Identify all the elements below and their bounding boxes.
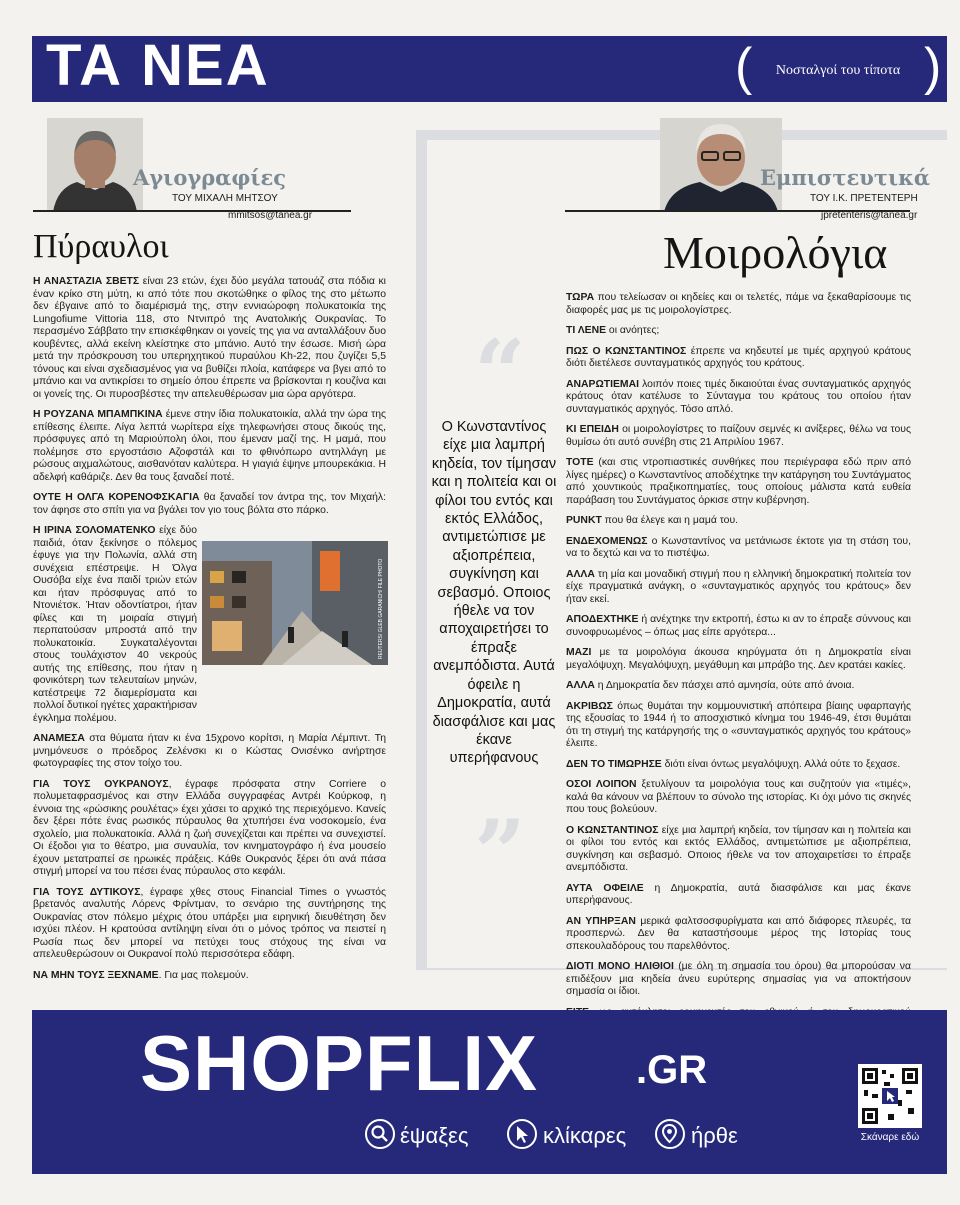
ad-step-search: έψαξες [400, 1123, 469, 1148]
shopflix-ad-banner[interactable] [32, 1010, 947, 1174]
paragraph: ΑΝ ΥΠΗΡΞΑΝ μερικά φαλτσοσφυρίγματα και από διάφορες πλευρές, τα προσπερνώ. Δεν θα καταστήσουμε μέρος της Ιστορίας τους σπεκουλαδόρους του παρελθόντος. [566, 915, 911, 952]
byline-right: ΤΟΥ Ι.Κ. ΠΡΕΤΕΝΤΕΡΗ [810, 193, 918, 204]
headline-right: Μοιρολόγια [663, 227, 888, 278]
paragraph: ΑΠΟΔΕΧΤΗΚΕ ή ανέχτηκε την εκτροπή, έστω κι αν το έπραξε σύννους και συνοφρυωμένος – όπως μας είπε αργότερα... [566, 614, 911, 638]
paragraph: ΑΛΛΑ η Δημοκρατία δεν πάσχει από αμνησία, ούτε από άνοια. [566, 680, 855, 691]
ad-step-click: κλίκαρες [543, 1123, 627, 1148]
paragraph: ΓΙΑ ΤΟΥΣ ΔΥΤΙΚΟΥΣ, έγραφε χθες στους Financial Times ο γνωστός βρετανός αναλυτής Λόρενς Φρίντμαν, το σενάριο της συντήρησης της Ουκρανίας στον πόλεμο μέχρις ότου υπάρξει μια ειρηνική διευθέτηση δεν ισχύει πλέον. Η κρατούσα αντίληψη είναι ότι ο μόνος τρόπος να πειστεί η Ρωσία πως δεν μπορεί να πετύχει τους στόχους της είναι να απελευθερώσουν οι Ουκρανοί πολύ περισσότερα εδάφη. [33, 886, 386, 960]
quote-open-mark: “ [474, 320, 526, 426]
article-right [566, 292, 911, 1060]
paren-right-decor: ) [924, 38, 942, 96]
location-pin-icon [655, 1119, 685, 1149]
cursor-icon [507, 1119, 537, 1149]
paragraph: ΤΙ ΛΕΝΕ οι ανόητες; [566, 325, 660, 336]
headline-left: Πύραυλοι [33, 228, 169, 265]
paragraph: ΜΑΖΙ με τα μοιρολόγια άκουσα κηρύγματα ότι η Δημοκρατία είναι μεγαλόψυχη. Μεγαλόψυχη, μεγάθυμη και μπράβο της. Δεν κρατάει κακίες. [566, 647, 911, 671]
paragraph: ΤΩΡΑ που τελείωσαν οι κηδείες και οι τελετές, πάμε να ξεκαθαρίσουμε τις διαφορές μας με τις μοιρολογίστρες. [566, 292, 911, 316]
paragraph: PUNKT που θα έλεγε και η μαμά του. [566, 515, 739, 526]
paragraph: ΝΑ ΜΗΝ ΤΟΥΣ ΞΕΧΝΑΜΕ. Για μας πολεμούν. [33, 969, 249, 981]
news-photo-rescue-scene [202, 541, 388, 665]
paren-left-decor: ( [735, 38, 753, 96]
paragraph: ΕΝΔΕΧΟΜΕΝΩΣ ο Κωνσταντίνος να μετάνιωσε έκτοτε για τη στάση του, να το δεχτώ και να το πιστέψω. [566, 535, 911, 559]
paragraph: ΑΛΛΑ τη μία και μοναδική στιγμή που η ελληνική δημοκρατική πολιτεία τον είχε πραγματικά ανάγκη, ο «συνταγματικός αρχηγός του κράτους» δεν ήταν εκεί. [566, 568, 911, 605]
paragraph: ΔΕΝ ΤΟ ΤΙΜΩΡΗΣΕ διότι είναι όντως μεγαλόψυχη. Αλλά ούτε το ξεχασε. [566, 758, 901, 770]
paragraph: Ο ΚΩΝΣΤΑΝΤΙΝΟΣ είχε μια λαμπρή κηδεία, τον τίμησαν και η πολιτεία και οι φίλοι του εντός και εκτός Ελλάδος, αντιμετώπισε με αξιοπρέπεια, συγκίνηση και σεβασμό. Οποιος ήθελε να τον αποχαιρετίσει το έπραξε ανεμπόδιστα. [566, 824, 911, 873]
quote-close-mark: ” [474, 800, 526, 906]
paragraph: ΑΝΑΜΕΣΑ στα θύματα ήταν κι ένα 15χρονο κορίτσι, η Μαρία Λέμπιντ. Τη μνημόνευσε ο πρόεδρος Ζελένσκι κι ο Κώστας Ονισένκο ανήρτησε φωτογραφίες της στον τοίχο του. [33, 733, 386, 769]
qr-code[interactable] [858, 1064, 922, 1128]
paragraph: ΠΩΣ Ο ΚΩΝΣΤΑΝΤΙΝΟΣ έπρεπε να κηδευτεί με τιμές αρχηγού κράτους διότι διετέλεσε συνταγματικός αρχηγός του κράτους. [566, 345, 911, 369]
email-right[interactable]: jpretenteris@tanea.gr [821, 210, 918, 221]
masthead-subtitle: Νοσταλγοί του τίποτα [775, 63, 901, 78]
author-portrait-mitsos [47, 118, 143, 212]
ad-domain-suffix: .GR [636, 1048, 708, 1092]
pull-quote: Ο Κωνσταντίνος είχε μια λαμπρή κηδεία, τον τίμησαν και η πολιτεία και οι φίλοι του εντός και εκτός Ελλάδος, αντιμετώπισε με αξιοπρέπεια, συγκίνηση και σεβασμό. Οποιος ήθελε να τον αποχαιρετήσει το έπραξε ανεμπόδιστα. Αυτά όφειλε η Δημοκρατία, αυτά διασφάλισε και μας έκανε υπερήφανους [431, 419, 557, 767]
paragraph: ΟΣΟΙ ΛΟΙΠΟΝ ξετυλίγουν τα μοιρολόγια τους και συζητούν για «τιμές», καλά θα κάνουν να βλέπουν το σύνολο της ιστορίας. Κι όχι μόνο τις σκηνές που τους βολεύουν. [566, 779, 911, 815]
paragraph: ΟΥΤΕ Η ΟΛΓΑ ΚΟΡΕΝΟΦΣΚΑΓΙΑ θα ξαναδεί τον άντρα της, τον Μιχαήλ: τον άφησε στο σπίτι για να βγάλει τον γιο τους βόλτα στο πάρκο. [33, 492, 386, 516]
paragraph: ΔΙΟΤΙ ΜΟΝΟ ΗΛΙΘΙΟΙ (με όλη τη σημασία του όρου) θα μπορούσαν να επιδέξουν μια κηδεία άνευ ευρύτερης σημασίας για να αποκτήσουν σημασία οι ίδιοι. [566, 961, 911, 997]
paragraph: ΓΙΑ ΤΟΥΣ ΟΥΚΡΑΝΟΥΣ, έγραφε πρόσφατα στην Corriere ο πολυμεταφρασμένος και στην Ελλάδα συγγραφέας Αντρέι Κούρκοφ, η έννοια της «ρώσικης ρουλέτας» έχει χάσει το αρχικό της περιεχόμενο. Κανείς δεν ξέρει πότε ένας ρωσικός πύραυλος θα χτυπήσει ένα νοσοκομείο, ένα σχολείο, μια πολυκατοικία. Αλλά η ζωή συνεχίζεται και πρέπει να συνεχιστεί. Οι έξοδοι για το θέατρο, μια συναυλία, τον κινηματογράφο ή ένα μουσείο έχουν μετατραπεί σε ηρωικές πράξεις. Κάθε Ουκρανός ξέρει ότι ανά πάσα στιγμή μπορεί να του πέσει ένας πύραυλος στο κεφάλι. [33, 778, 386, 877]
paragraph: Η ΑΝΑΣΤΑΖΙΑ ΣΒΕΤΣ είναι 23 ετών, έχει δύο μεγάλα τατουάζ στα πόδια κι έναν κρίκο στη μύτη, κι από τότε που σκοτώθηκε ο φίλος της στο μέτωπο δεν έβγαινε από το διαμέρισμά της, στην εννιαώροφη πολυκατοικία της Lungofiume Vittoria 118, στο Ντνιπρό της Ανατολικής Ουκρανίας. Το περασμένο Σάββατο την επισκέφθηκαν οι γονείς της για να ανταλλάξουν δυο κουβέντες, αλλά εκείνη κλείστηκε στο μπάνιο. Αυτό την έσωσε. Μισή ώρα μετά την πρόσκρουση του υπερηχητικού πυραύλου Kh-22, που ζυγίζει 5,5 τόνους και είναι σχεδιασμένος για να βυθίζει πλοία, κατάφερε να βγει από το μπάνιο και να αντικρίσει το σημείο όπου έπρεπε να βρίσκονται η κουζίνα και οι γονείς της. Οι πυροσβέστες την απελευθέρωσαν μια ώρα αργότερα. [33, 276, 386, 400]
email-left[interactable]: mmitsos@tanea.gr [228, 210, 313, 221]
paragraph: Η ΙΡΙΝΑ ΣΟΛΟΜΑΤΕΝΚΟ είχε δύο παιδιά, όταν ξεκίνησε ο πόλεμος έφυγε για την Πολωνία, αλλά στη συνέχεια επέστρεψε. Η Όλγα Ουσόβα είχε ένα παιδί τριών ετών και ήταν πρόσφυγας από το Ντονιέτσκ. Ήταν οδοντίατροι, ήταν φίλες και τη μοιραία στιγμή περπατούσαν μπροστά από την πολυκατοικία. Συγκαταλέγονται στους τουλάχιστον 40 νεκρούς αυτής της επίθεσης, που ήταν η φονικότερη των τελευταίων μηνών, κατέστρεψε 72 διαμερίσματα και πολλοί δυτικοί ηγέτες χαρακτήρισαν έγκλημα πολέμου. [33, 525, 197, 724]
paper-name: ΤΑ ΝΕΑ [46, 33, 270, 98]
column-title-left: Αγιογραφίες [133, 165, 287, 190]
qr-caption: Σκάναρε εδώ [860, 1132, 920, 1143]
masthead [32, 33, 947, 102]
paragraph: Η ΡΟΥΖΑΝΑ ΜΠΑΜΠΚΙΝΑ έμενε στην ίδια πολυκατοικία, αλλά την ώρα της επίθεσης έλειπε. Λίγα λεπτά νωρίτερα είχε τηλεφωνήσει στους δικούς της, πρόσφυγες από τη Μαριούπολη όλοι, που έμεναν μαζί της. Η μαμά, που πολέμησε στο εργοστάσιο Αζοφστάλ και το φθινόπωρο αντηλλάγη με ρώσους αιχμαλώτους, αισθανόταν καλύτερα. Η γιαγιά έψηνε μπουρεκάκια. Η αδελφή καθάριζε. Δεν θα τους ξαναδεί ποτέ. [33, 409, 386, 483]
paragraph: ΑΥΤΑ ΟΦΕΙΛΕ η Δημοκρατία, αυτά διασφάλισε και μας έκανε υπερήφανους. [566, 882, 912, 906]
photo-credit: REUTERS/ GLEB GARANICH/ FILE PHOTO [378, 558, 384, 659]
paragraph: ΑΝΑΡΩΤΙΕΜΑΙ λοιπόν ποιες τιμές δικαιούται ένας συνταγματικός αρχηγός κράτους όταν κατέλυσε το Σύνταγμα του κράτους του οποίου ήταν συνταγματικός αρχηγός. Τόσο απλό. [566, 378, 911, 415]
ad-brand: SHOPFLIX [140, 1019, 539, 1107]
ad-step-arrive: ήρθε [691, 1123, 738, 1148]
paragraph: ΚΙ ΕΠΕΙΔΗ οι μοιρολογίστρες το παίζουν σεμνές κι ανίξερες, θέλω να τους θυμίσω ότι αυτό συνέβη στις 21 Απριλίου 1967. [566, 424, 911, 448]
paragraph: ΤΟΤΕ (και στις ντροπιαστικές συνθήκες που περιέγραφα εδώ πριν από λίγες ημέρες) ο Κωνσταντίνος αποδέχτηκε την κατάργηση του Συντάγματος από χουντικούς πραξικοπηματίες, τους οποίους μάλιστα κατά ευθεία παράβαση του Συντάγματος όρκισε στην κυβέρνηση. [566, 457, 911, 506]
byline-left: ΤΟΥ ΜΙΧΑΛΗ ΜΗΤΣΟΥ [172, 193, 278, 204]
column-title-right: Εμπιστευτικά [760, 165, 931, 190]
paragraph: ΑΚΡΙΒΩΣ όπως θυμάται την κομμουνιστική απόπειρα βίαιης υφαρπαγής της εξουσίας το 1944 ή το αποσχιστικό κίνημα του 1946-49, έτσι θυμάται ότι τη στιγμή της κατάργησής της ο «συνταγματικός αρχηγός του κράτους» έλειπε. [566, 700, 911, 749]
search-icon [365, 1119, 395, 1149]
